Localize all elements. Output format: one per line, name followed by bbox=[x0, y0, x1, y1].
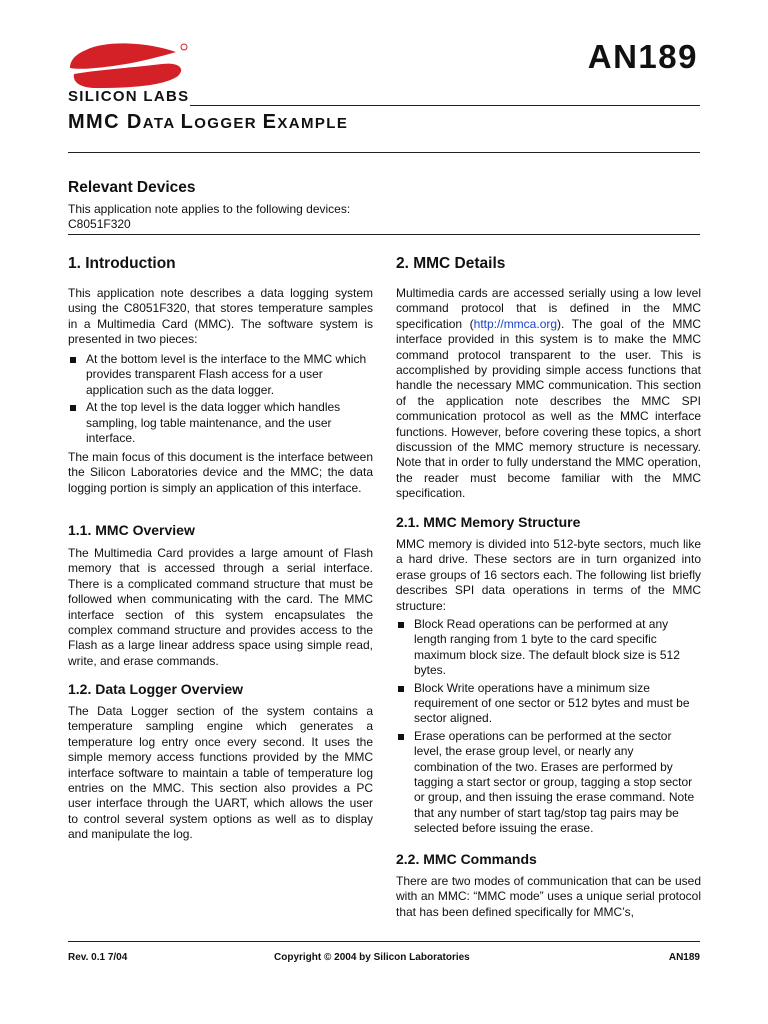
bullet-square-icon bbox=[398, 686, 404, 692]
data-logger-overview-paragraph: The Data Logger section of the system contains a temperature sampling engine which generates a temperature log entry once every second. It uses the simple memory access functions provided by the MMC interface software to maintain a table of temperature log entries on the MMC. This section also provides a PC user interface through the UART, which allows the user to control several system options as well as to display and manipulate the log. bbox=[68, 704, 373, 842]
introduction-heading: 1. Introduction bbox=[68, 255, 176, 272]
list-item: Block Read operations can be performed at any length ranging from 1 byte to the card specific maximum block size. The default block size is 512 bytes. bbox=[396, 617, 696, 679]
memory-structure-heading: 2.1. MMC Memory Structure bbox=[396, 514, 581, 530]
relevant-devices-line: This application note applies to the following devices: bbox=[68, 202, 351, 216]
relevant-devices-heading: Relevant Devices bbox=[68, 179, 196, 196]
memory-structure-paragraph: MMC memory is divided into 512-byte sectors, much like a hard drive. These sectors are in turn organized into erase groups of 16 sectors each. The following list briefly describes SPI data operations in terms of the MMC structure: bbox=[396, 537, 701, 613]
mmc-commands-heading: 2.2. MMC Commands bbox=[396, 851, 537, 867]
mmc-overview-paragraph: The Multimedia Card provides a large amount of Flash memory that is accessed through a serial interface. There is a complicated command structure that must be followed when communicating with the card. The MMC interface section of this system encapsulates the complex command structure and provides access to the Flash as a large linear address space using simple read, write, and erase commands. bbox=[68, 546, 373, 668]
list-item: Erase operations can be performed at the sector level, the erase group level, or nearly any combination of the two. Erases are performed by tagging a start sector or group, tagging a stop sector or group, and then issuing the erase command. Note that any number of start tag/stop tag pairs may be selected before issuing the erase. bbox=[396, 729, 696, 837]
data-logger-overview-heading: 1.2. Data Logger Overview bbox=[68, 681, 244, 697]
footer-doc-number: AN189 bbox=[668, 952, 700, 963]
device-name: C8051F320 bbox=[68, 217, 131, 231]
document-number: AN189 bbox=[587, 38, 698, 75]
introduction-list bbox=[68, 352, 368, 448]
bullet-square-icon bbox=[70, 357, 76, 363]
bullet-square-icon bbox=[398, 734, 404, 740]
list-item: Block Write operations have a minimum size requirement of one sector or 512 bytes and must be sector aligned. bbox=[396, 681, 696, 727]
memory-structure-list bbox=[396, 617, 696, 839]
header-rule bbox=[190, 105, 700, 106]
mmca-link[interactable]: http://mmca.org bbox=[473, 316, 558, 331]
list-item: At the bottom level is the interface to the MMC which provides transparent Flash access for a user application such as the data logger. bbox=[68, 352, 368, 398]
document-title: MMC DATA LOGGER EXAMPLE bbox=[68, 111, 349, 133]
introduction-paragraph-2: The main focus of this document is the interface between the Silicon Laboratories device and the MMC; the data logging portion is simply an application of this interface. bbox=[68, 450, 373, 495]
mmc-details-heading: 2. MMC Details bbox=[396, 255, 506, 272]
mmc-details-paragraph: Multimedia cards are accessed serially using a low level command protocol that is defined in the MMC specification (http://mmca.org). The goal of the MMC interface provided in this system is to make the MMC command protocol transparent to the user. This is accomplished by providing simple access functions that handle the necessary MMC communication. This section of the application note describes the MMC SPI communication protocol as well as the MMC interface functions. However, before covering these topics, a short discussion of the MMC memory structure is necessary. Note that in order to fully understand the MMC operation, the reader must become familiar with the MMC specification. bbox=[396, 286, 702, 501]
list-item: At the top level is the data logger which handles sampling, log table maintenance, and the user interface. bbox=[68, 400, 368, 446]
title-rule bbox=[68, 152, 700, 153]
introduction-paragraph: This application note describes a data logging system using the C8051F320, that stores temperature samples in a Multimedia Card (MMC). The software system is presented in two pieces: bbox=[68, 286, 373, 347]
footer-rule bbox=[68, 941, 700, 942]
footer-revision: Rev. 0.1 7/04 bbox=[68, 952, 128, 963]
logo-wordmark: SILICON LABS bbox=[68, 88, 190, 105]
footer-copyright: Copyright © 2004 by Silicon Laboratories bbox=[274, 952, 470, 963]
section-rule bbox=[68, 234, 700, 235]
bullet-square-icon bbox=[70, 405, 76, 411]
mmc-commands-paragraph: There are two modes of communication that can be used with an MMC: “MMC mode” uses a unique serial protocol that has been defined specifically for MMC’s, bbox=[396, 874, 701, 919]
bullet-square-icon bbox=[398, 622, 404, 628]
mmc-overview-heading: 1.1. MMC Overview bbox=[68, 522, 195, 538]
